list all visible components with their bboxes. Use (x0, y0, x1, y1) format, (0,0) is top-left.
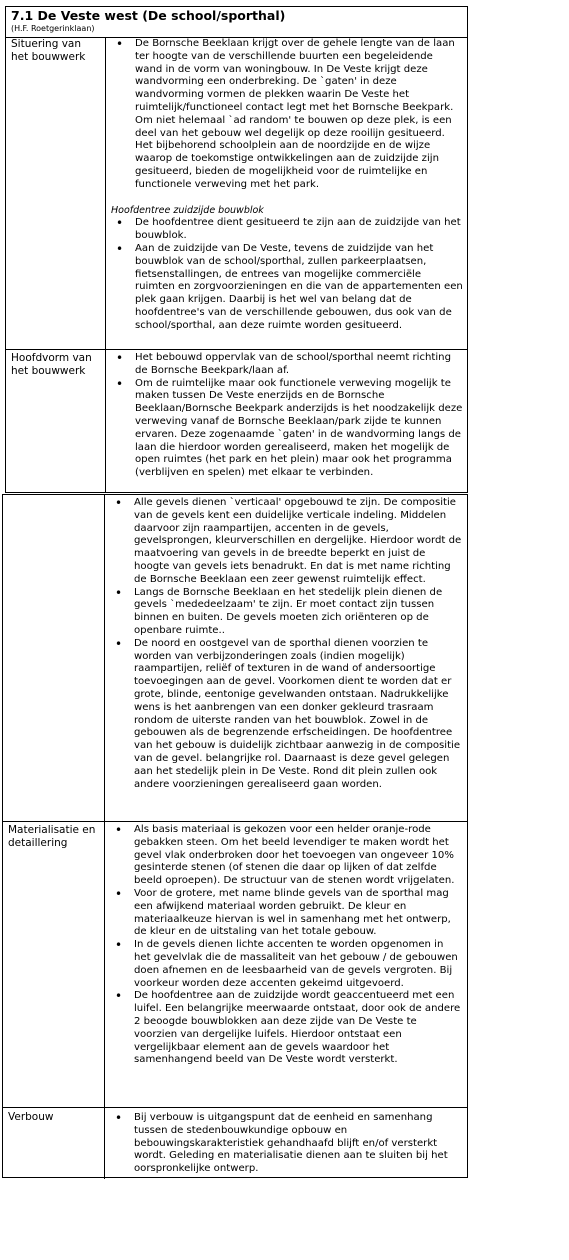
row-content-materialisatie (110, 824, 462, 1067)
row-divider (3, 1107, 467, 1108)
row-content-verbouw (110, 1112, 462, 1176)
bullet-item: • Voor de grotere, met name blinde gevels van de sporthal mag een afwijkend materiaal worden gebruikt. De kleur en materiaalkeuze hiervan is wel in samenhang met het ontwerp, de kleur en de uitstaling van het totale gebouw. (110, 888, 462, 939)
row-content-hoofdvorm (111, 352, 463, 480)
subheading: Hoofdentree zuidzijde bouwblok (111, 204, 264, 216)
bullet-item: • De hoofdentree dient gesitueerd te zijn aan de zuidzijde van het bouwblok. (111, 217, 463, 243)
column-divider (105, 37, 106, 492)
row-label-verbouw: Verbouw (8, 1111, 54, 1123)
table-part-1 (5, 6, 468, 493)
row-content-situering (111, 38, 463, 333)
section-title: 7.1 De Veste west (De school/sporthal) (11, 8, 286, 23)
bullet-item: • Aan de zuidzijde van De Veste, tevens de zuidzijde van het bouwblok van de school/sporthal, zullen parkeerplaatsen, fietsenstallingen, de entrees van mogelijke commerciële ruimten en zorgvoorzieningen en die van de appartementen een plek gaan krijgen. Daarbij is het wel van belang dat de hoofdentree's van de verschillende gebouwen, dus ook van de school/sporthal, aan deze ruimte worden gesitueerd. (111, 243, 463, 333)
bullet-item: • In de gevels dienen lichte accenten te worden opgenomen in het gevelvlak die de massaliteit van het gebouw / de gebouwen doen afnemen en de leesbaarheid van de gevels vergroten. Bij voorkeur worden deze accenten gekeimd uitgevoerd. (110, 939, 462, 990)
bullet-item: • Om de ruimtelijke maar ook functionele verweving mogelijk te maken tussen De Veste enerzijds en de Bornsche Beeklaan/Bornsche Beekpark anderzijds is het noodzakelijk deze verweving vanaf de Bornsche Beeklaan/park zijde te kunnen ervaren. Deze zogenaamde `gaten' in de wandvorming langs de laan die hierdoor worden gerealiseerd, maken het mogelijk de open ruimtes (het park en het plein) maar ook het programma (verblijven en spelen) met elkaar te verbinden. (111, 378, 463, 480)
title-row (6, 7, 467, 38)
row-divider (6, 349, 467, 350)
table-part-2 (2, 494, 468, 1178)
bullet-item: • De Bornsche Beeklaan krijgt over de gehele lengte van de laan ter hoogte van de verschillende buurten een begeleidende wand in de vorm van woningbouw. In De Veste krijgt deze wandvorming een onderbreking. De `gaten' in deze wandvorming vormen de plekken waarin De Veste het ruimtelijk/functioneel contact legt met het Bornsche Beekpark. Om niet helemaal `ad random' te bouwen op deze plek, is een deel van het gebouw wel degelijk op deze rooilijn gesitueerd. Het bijbehorend schoolplein aan de noordzijde en de wijze waarop de toekomstige ontwikkelingen aan de zuidzijde zijn gesitueerd, bieden de mogelijkheid voor de ruimtelijke en functionele verweving met het park. (111, 38, 463, 192)
bullet-item: • De noord en oostgevel van de sporthal dienen voorzien te worden van verbijzonderingen zoals (indien mogelijk) raampartijen, reliëf of texturen in de wand of andersoortige toevoegingen aan de gevel. Voorkomen dient te worden dat er grote, blinde, eentonige gevelwanden ontstaan. Nadrukkelijke wens is het aanbrengen van een donker gekleurd trasraam rondom de uiterste randen van het bouwblok. Zowel in de gebouwen als de begrenzende erfscheidingen. De hoofdentree van het gebouw is duidelijk zichtbaar aanwezig in de compositie van de gevel. belangrijke rol. Daarnaast is deze gevel gelegen aan het stedelijk plein in De Veste. Rond dit plein zullen ook andere voorzieningen gerealiseerd gaan worden. (110, 638, 462, 792)
row-label-situering: Situering van het bouwwerk (11, 38, 86, 63)
bullet-item: • Alle gevels dienen `verticaal' opgebouwd te zijn. De compositie van de gevels kent een duidelijke verticale indeling. Middelen daarvoor zijn raampartijen, accenten in de gevels, gevelsprongen, kleurverschillen en dergelijke. Hierdoor wordt de maatvoering van gevels in de breedte beperkt en juist de hoogte van gevels iets benadrukt. En dat is met name richting de Bornsche Beeklaan een zeer gewenst ruimtelijk effect. (110, 497, 462, 587)
column-divider (104, 495, 105, 1179)
bullet-item: • Bij verbouw is uitgangspunt dat de eenheid en samenhang tussen de stedenbouwkundige opbouw en bebouwingskarakteristiek gehandhaafd blijft en/of versterkt wordt. Geleding en materialisatie dienen aan te sluiten bij het oorspronkelijke ontwerp. (110, 1112, 462, 1176)
row-label-hoofdvorm: Hoofdvorm van het bouwwerk (11, 352, 92, 377)
row-content-gevels (110, 497, 462, 791)
section-subtitle: (H.F. Roetgerinklaan) (11, 24, 95, 33)
bullet-item: • De hoofdentree aan de zuidzijde wordt geaccentueerd met een luifel. Een belangrijke meerwaarde ontstaat, door ook de andere 2 beoogde bouwblokken aan deze zijde van De Veste te voorzien van dergelijke luifels. Hierdoor ontstaat een vergelijkbaar element aan de gevels waardoor het samenhangend beeld van De Veste wordt versterkt. (110, 990, 462, 1067)
row-label-materialisatie: Materialisatie en detaillering (8, 824, 96, 849)
bullet-item: • Als basis materiaal is gekozen voor een helder oranje-rode gebakken steen. Om het beeld levendiger te maken wordt het gevel vlak onderbroken door het toevoegen van ongeveer 10% gesinterde stenen (of stenen die daar op lijken of dat zelfde beeld oproepen). De structuur van de stenen wordt vrijgelaten. (110, 824, 462, 888)
row-divider (3, 821, 467, 822)
bullet-item: • Langs de Bornsche Beeklaan en het stedelijk plein dienen de gevels `mededeelzaam' te zijn. Er moet contact zijn tussen binnen en buiten. De gevels moeten zich oriënteren op de openbare ruimte.. (110, 587, 462, 638)
bullet-item: • Het bebouwd oppervlak van de school/sporthal neemt richting de Bornsche Beekpark/laan af. (111, 352, 463, 378)
